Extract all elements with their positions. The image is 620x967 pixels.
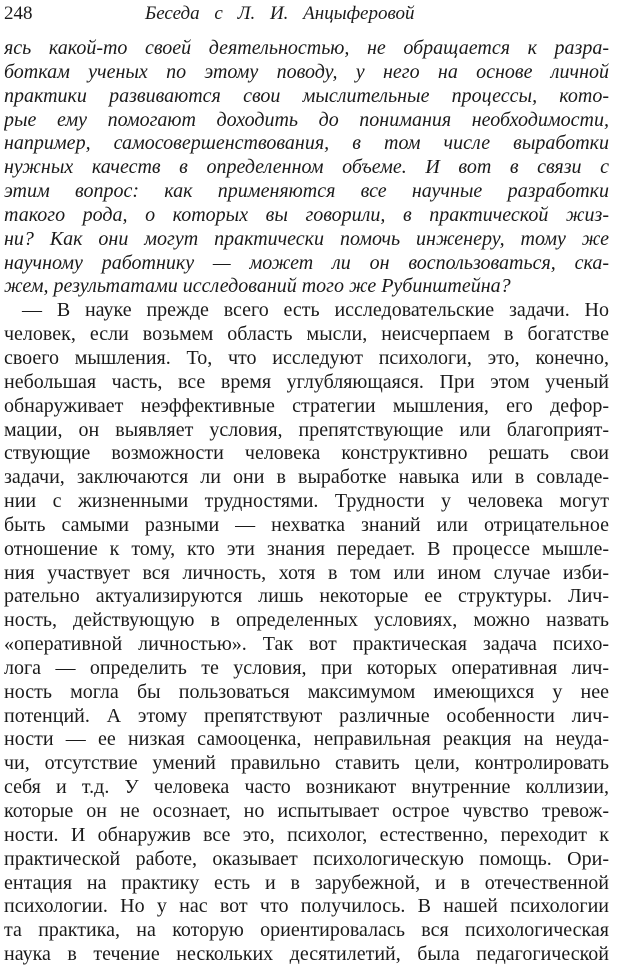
answer-line: чи, отсутствие умений правильно ставить цели, контролировать (4, 752, 609, 775)
answer-line: ентация на практику есть и в зарубежной, и в отечественной (4, 871, 609, 894)
question-line: этим вопрос: как применяются все научные разработки (4, 180, 609, 203)
question-line: такого рода, о которых вы говорили, в практической жиз- (4, 203, 609, 226)
answer-line: нии с жизненными трудностями. Трудности у человека могут (4, 490, 609, 513)
answer-line: лога — определить те условия, при которых оперативная лич- (4, 656, 609, 679)
answer-line: человек, если возьмем область мысли, неисчерпаем в богатстве (4, 323, 609, 346)
answer-line: практической работе, оказывает психологическую помощь. Ори- (4, 847, 609, 870)
answer-line: отношение к тому, кто эти знания передает. В процессе мышле- (4, 537, 609, 560)
page-header (0, 2, 620, 30)
answer-line: задачи, заключаются ли они в выработке навыка или в совладе- (4, 466, 609, 489)
answer-line: мации, он выявляет условия, препятствующие или благоприят- (4, 418, 609, 441)
question-line: боткам ученых по этому поводу, у него на основе личной (4, 60, 609, 83)
answer-line: психологии. Но у нас вот что получилось. В нашей психологии (4, 895, 609, 918)
answer-line: ности — ее низкая самооценка, неправильная реакция на неуда- (4, 728, 609, 751)
answer-line: потенций. А этому препятствуют различные особенности лич- (4, 704, 609, 727)
question-line: ясь какой-то своей деятельностью, не обращается к разра- (4, 37, 609, 59)
running-title: Беседа с Л. И. Анцыферовой (145, 3, 415, 24)
question-line: например, самосовершенствования, в том числе выработки (4, 132, 609, 155)
page-number: 248 (4, 3, 33, 24)
question-line: научному работнику — может ли он воспользоваться, ска- (4, 251, 609, 274)
answer-line: ность могла бы пользоваться максимумом имеющихся у нее (4, 680, 609, 703)
answer-line: быть самыми разными — нехватка знаний или отрицательное (4, 513, 609, 536)
answer-line: «оперативной личностью». Так вот практическая задача психо- (4, 633, 609, 656)
answer-line: обнаруживает неэффективные стратегии мышления, его дефор- (4, 394, 609, 417)
answer-line: своего мышления. То, что исследуют психологи, это, конечно, (4, 346, 609, 369)
question-line: нужных качеств в определенном объеме. И вот в связи с (4, 156, 609, 179)
question-line: ни? Как они могут практически помочь инженеру, тому же (4, 227, 609, 250)
answer-line: ствующие возможности человека конструктивно решать свои (4, 442, 609, 465)
answer-paragraph (4, 299, 609, 967)
answer-line: себя и т.д. У человека часто возникают внутренние коллизии, (4, 776, 609, 799)
question-line: практики развиваются свои мыслительные процессы, кото- (4, 84, 609, 107)
answer-line: небольшая часть, все время углубляющаяся. При этом ученый (4, 370, 609, 393)
answer-line: ность, действующую в определенных условиях, можно назвать (4, 609, 609, 632)
question-paragraph (4, 37, 609, 299)
question-line: рые ему помогают доходить до понимания необходимости, (4, 108, 609, 131)
page-body (4, 37, 609, 967)
answer-line: ности. И обнаружив все это, психолог, естественно, переходит к (4, 823, 609, 846)
answer-line: рательно актуализируются лишь некоторые ее структуры. Лич- (4, 585, 609, 608)
answer-line: та практика, на которую ориентировалась вся психологическая (4, 919, 609, 942)
answer-line: — В науке прежде всего есть исследовательские задачи. Но (22, 299, 609, 322)
answer-line: наука в течение нескольких десятилетий, была педагогической (4, 943, 609, 966)
answer-line: которые он не осознает, но испытывает острое чувство тревож- (4, 800, 609, 822)
question-line: жем, результатами исследований того же Рубинштейна? (4, 275, 511, 298)
answer-line: ния участвует вся личность, хотя в том или ином случае изби- (4, 561, 609, 584)
